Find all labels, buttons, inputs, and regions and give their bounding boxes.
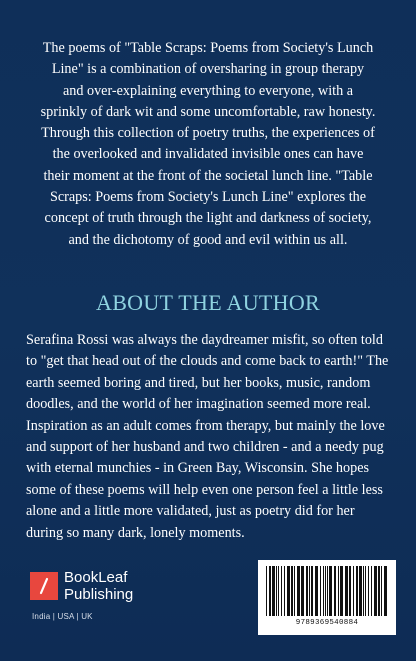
publisher-regions: India | USA | UK — [32, 612, 93, 621]
barcode-bar — [327, 566, 328, 616]
barcode-bar — [363, 566, 364, 616]
barcode-bar — [329, 566, 332, 616]
slash-icon — [30, 572, 58, 600]
barcode-bar — [301, 566, 304, 616]
publisher-logo — [30, 569, 180, 632]
barcode-bar — [381, 566, 382, 616]
publisher-name — [64, 569, 133, 603]
barcode-bar — [349, 566, 351, 616]
barcode-bar — [368, 566, 369, 616]
barcode-bar — [297, 566, 300, 616]
barcode-bar — [374, 566, 377, 616]
book-blurb: The poems of "Table Scraps: Poems from Society's Lunch Line" is a combination of oversharing in group therapy and over-explaining everything to everyone, with a sprinkly of dark wit and some uncomfortable, raw honesty. Through this collection of poetry truths, the experiences of the overlooked and invalidated invisible ones can have their moment at the front of the societal lunch line. "Table Scraps: Poems from Society's Lunch Line" explores the concept of truth through the light and darkness of society, and the dichotomy of good and evil within us all. — [40, 40, 376, 248]
barcode-bar — [272, 566, 275, 616]
barcode-bar — [291, 566, 293, 616]
isbn-number: 9789369540884 — [295, 619, 359, 627]
publisher-name-line1: BookLeaf — [64, 569, 128, 586]
barcode-bar — [276, 566, 277, 616]
barcode-bar — [315, 566, 318, 616]
barcode-bar — [384, 566, 387, 616]
barcode-bar — [356, 566, 358, 616]
barcode-bar — [345, 566, 348, 616]
barcode-bar — [378, 566, 380, 616]
barcode-bar — [294, 566, 295, 616]
isbn-barcode — [258, 560, 396, 635]
publisher-name-line2: Publishing — [64, 586, 134, 603]
author-bio: Serafina Rossi was always the daydreamer misfit, so often told to "get that head out of the clouds and come back to earth!" The earth seemed boring and tired, but her books, music, random doodles, and the world of her imagination seemed more real. Inspiration as an adult comes from therapy, but mainly the love and support of her husband and two children - and a needy pug with eternal munchies - in Green Bay, Wisconsin. She hopes some of these poems will help even one person feel a little less alone and a little more validated, just as poetry did for her during so many dark, lonely moments. — [26, 332, 389, 541]
barcode-bar — [281, 566, 282, 616]
barcode-bar — [284, 566, 285, 616]
barcode-bar — [309, 566, 310, 616]
barcode-bar — [365, 566, 366, 616]
barcode-bar — [266, 566, 267, 616]
barcode-bars — [258, 560, 396, 620]
barcode-bar — [340, 566, 343, 616]
about-author-heading: ABOUT THE AUTHOR — [96, 290, 320, 315]
barcode-bar — [306, 566, 308, 616]
barcode-bar — [311, 566, 313, 616]
barcode-bar — [325, 566, 326, 616]
barcode-bar — [359, 566, 362, 616]
barcode-bar — [287, 566, 290, 616]
barcode-bar — [338, 566, 339, 616]
barcode-bar — [278, 566, 279, 616]
barcode-bar — [269, 566, 271, 616]
barcode-bar — [323, 566, 324, 616]
barcode-bar — [320, 566, 321, 616]
barcode-bar — [353, 566, 354, 616]
barcode-bar — [334, 566, 336, 616]
barcode-bar — [371, 566, 372, 616]
